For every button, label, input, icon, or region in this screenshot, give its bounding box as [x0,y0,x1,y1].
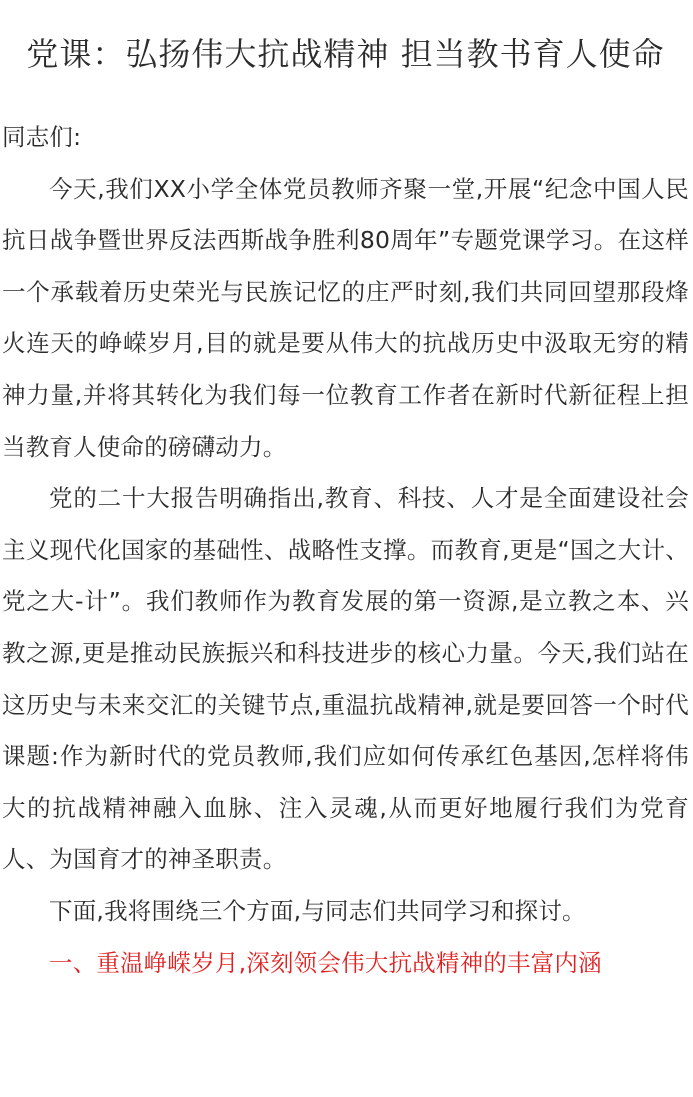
paragraph-outline: 下面,我将围绕三个方面,与同志们共同学习和探讨。 [49,896,586,925]
document-body [2,112,689,989]
greeting: 同志们: [2,123,82,151]
section-heading: 一、重温峥嵘岁月,深刻领会伟大抗战精神的丰富内涵 [49,948,602,977]
document-title: 党课：弘扬伟大抗战精神 担当教书育人使命 [26,35,665,73]
paragraph-context: 党的二十大报告明确指出,教育、科技、人才是全面建设社会主义现代化国家的基础性、战略性支撑。而教育,更是“国之大计、党之大-计”。我们教师作为教育发展的第一资源,是立教之本、兴教之源,更是推动民族振兴和科技进步的核心力量。今天,我们站在这历史与未来交汇的关键节点,重温抗战精神,就是要回答一个时代课题:作为新时代的党员教师,我们应如何传承红色基因,怎样将伟大的抗战精神融入血脉、注入灵魂,从而更好地履行我们为党育人、为国育才的神圣职责。 [2,484,689,874]
paragraph-intro: 今天,我们XX小学全体党员教师齐聚一堂,开展“纪念中国人民抗日战争暨世界反法西斯战争胜利80周年”专题党课学习。在这样一个承载着历史荣光与民族记忆的庄严时刻,我们共同回望那段烽火连天的峥嵘岁月,目的就是要从伟大的抗战历史中汲取无穷的精神力量,并将其转化为我们每一位教育工作者在新时代新征程上担当教育人使命的磅礴动力。 [2,174,689,461]
